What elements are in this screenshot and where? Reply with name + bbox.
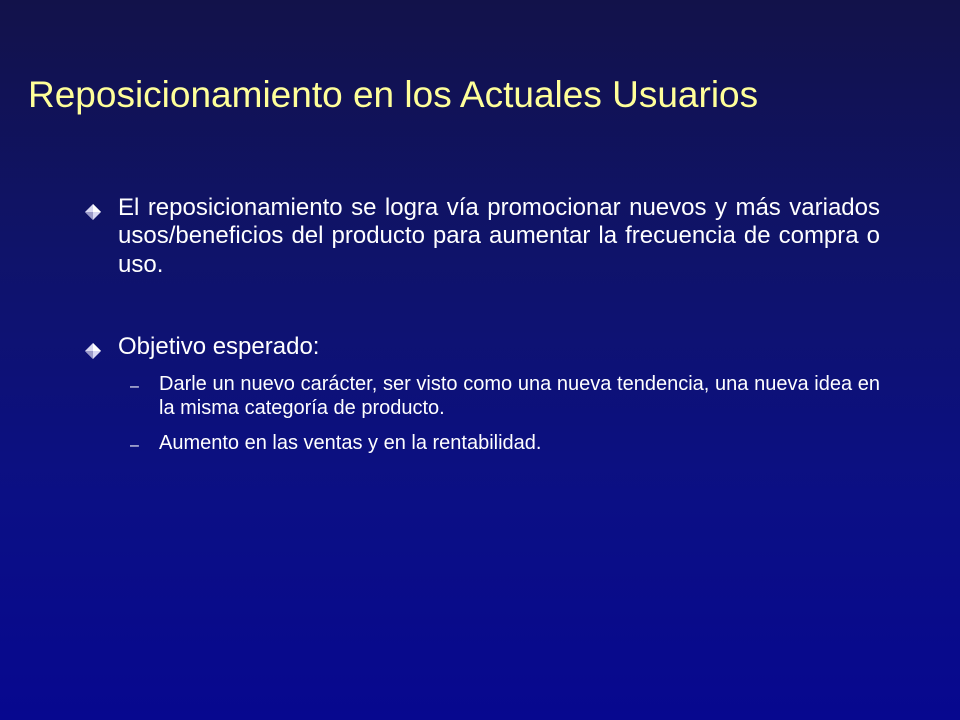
sub-item-ventas [118,432,880,455]
bullet-text: Objetivo esperado: [118,332,320,360]
sub-item-text: Darle un nuevo carácter, ser visto como una nueva tendencia, una nueva idea en la misma categoría de producto. [159,373,880,419]
dash-bullet: – [130,378,139,396]
sub-item-text: Aumento en las ventas y en la rentabilidad. [159,432,542,455]
slide-content [80,194,880,455]
diamond-bullet-icon [84,203,102,221]
sub-bullet-list [80,373,880,455]
dash-bullet: – [130,437,139,455]
slide-title: Reposicionamiento en los Actuales Usuarios [28,74,759,115]
sub-item-caracter [118,373,880,420]
bullet-item-reposicionamiento [80,194,880,279]
bullet-item-objetivo [80,333,880,361]
bullet-text: El reposicionamiento se logra vía promocionar nuevos y más variados usos/beneficios del producto para aumentar la frecuencia de compra o uso. [118,194,880,278]
diamond-bullet-icon [84,342,102,360]
